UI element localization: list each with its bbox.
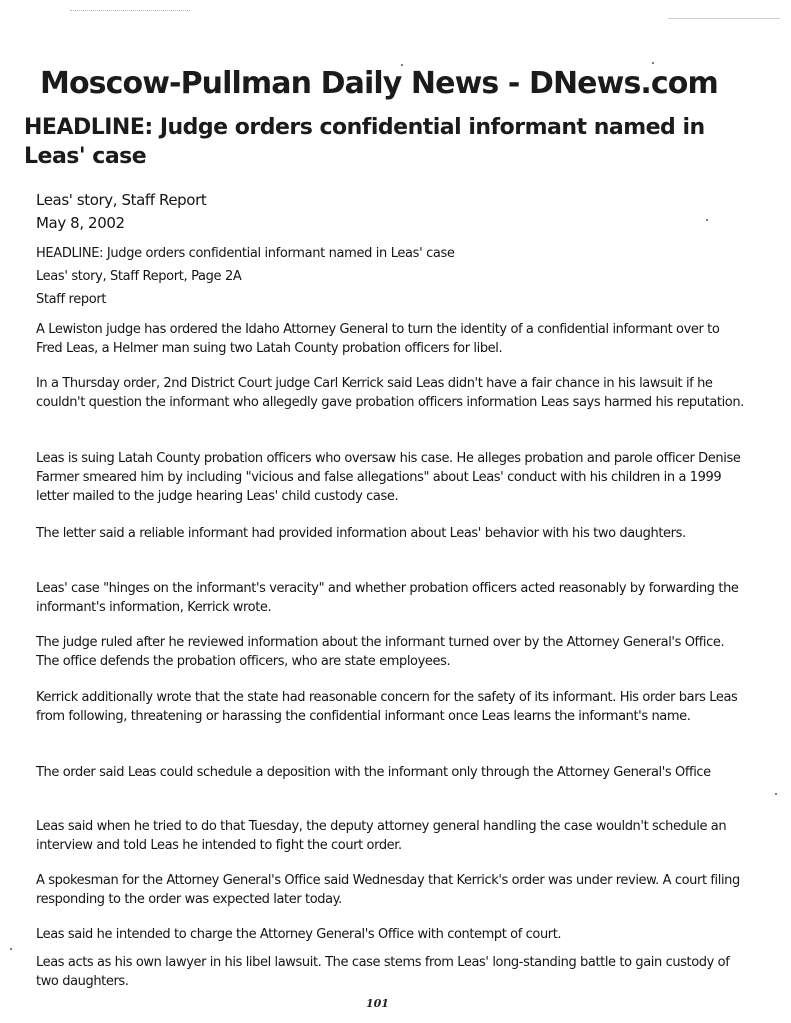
- paragraph: Leas acts as his own lawyer in his libel lawsuit. The case stems from Leas' long-standing battle to gain custody of two daughters.: [36, 955, 730, 989]
- paragraph: The order said Leas could schedule a deposition with the informant only through the Attorney General's Office: [36, 765, 711, 780]
- paragraph: A Lewiston judge has ordered the Idaho Attorney General to turn the identity of a confidential informant over to Fred Leas, a Helmer man suing two Latah County probation officers for libel.: [36, 322, 720, 356]
- paragraph: A spokesman for the Attorney General's Office said Wednesday that Kerrick's order was under review. A court filing responding to the order was expected later today.: [36, 873, 740, 907]
- scan-dot: [10, 948, 12, 950]
- paragraph: The letter said a reliable informant had provided information about Leas' behavior with his two daughters.: [36, 526, 686, 541]
- paragraph: Leas is suing Latah County probation officers who oversaw his case. He alleges probation and parole officer Denise Farmer smeared him by including "vicious and false allegations" about Leas' conduct with his children in a 1999 letter mailed to the judge hearing Leas' child custody case.: [36, 451, 741, 504]
- paragraph: In a Thursday order, 2nd District Court judge Carl Kerrick said Leas didn't have a fair chance in his lawsuit if he couldn't question the informant who allegedly gave probation officers information Leas says harmed his reputation.: [36, 376, 744, 410]
- paragraph: Leas said when he tried to do that Tuesday, the deputy attorney general handling the case wouldn't schedule an interview and told Leas he intended to fight the court order.: [36, 819, 727, 853]
- paragraph: Leas said he intended to charge the Attorney General's Office with contempt of court.: [36, 927, 562, 942]
- paragraph: Leas' case "hinges on the informant's veracity" and whether probation officers acted reasonably by forwarding the informant's information, Kerrick wrote.: [36, 581, 739, 615]
- date: May 8, 2002: [36, 214, 125, 232]
- story-line: Leas' story, Staff Report, Page 2A: [36, 269, 242, 284]
- headline: HEADLINE: Judge orders confidential informant named in Leas' case: [24, 115, 705, 169]
- report-line: Staff report: [36, 292, 107, 307]
- scan-dot: [775, 793, 777, 795]
- scan-dot: [652, 62, 654, 64]
- scan-mark-top-left: [70, 10, 190, 15]
- headline-repeat: HEADLINE: Judge orders confidential informant named in Leas' case: [36, 246, 455, 261]
- scan-line-top-right: [668, 18, 780, 19]
- page-number: 101: [366, 997, 389, 1010]
- paragraph: Kerrick additionally wrote that the state had reasonable concern for the safety of its informant. His order bars Leas from following, threatening or harassing the confidential informant once Leas learns the informant's name.: [36, 690, 738, 724]
- byline: Leas' story, Staff Report: [36, 191, 207, 209]
- masthead: Moscow-Pullman Daily News - DNews.com: [40, 66, 718, 101]
- paragraph: The judge ruled after he reviewed information about the informant turned over by the Attorney General's Office. The office defends the probation officers, who are state employees.: [36, 635, 725, 669]
